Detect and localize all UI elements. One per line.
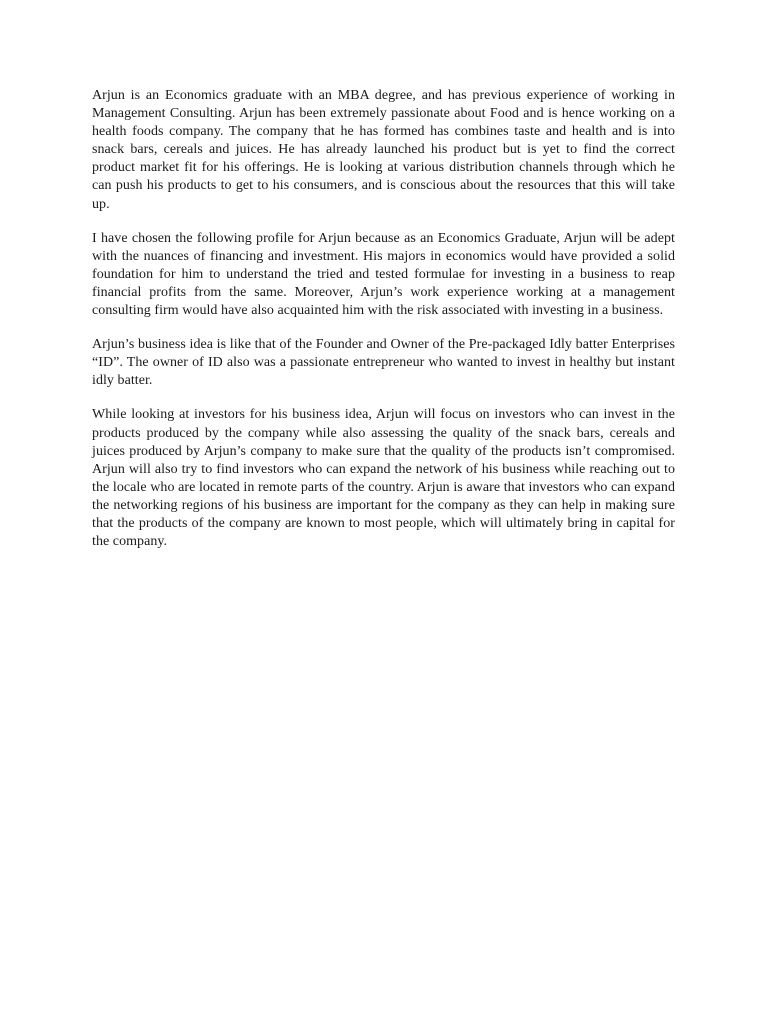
paragraph-business-idea: Arjun’s business idea is like that of the Founder and Owner of the Pre-packaged Idly batter Enterprises “ID”. The owner of ID also was a passionate entrepreneur who wanted to invest in healthy but instant idly batter.: [92, 337, 675, 389]
paragraph-investor-focus: While looking at investors for his business idea, Arjun will focus on investors who can invest in the products produced by the company while also assessing the quality of the snack bars, cereals and juices produced by Arjun’s company to make sure that the quality of the products isn’t compromised. Arjun will also try to find investors who can expand the network of his business while reaching out to the locale who are located in remote parts of the country. Arjun is aware that investors who can expand the networking regions of his business are important for the company as they can help in making sure that the products of the company are known to most people, which will ultimately bring in capital for the company.: [92, 407, 675, 550]
document-body: [92, 87, 675, 567]
paragraph-profile-rationale: I have chosen the following profile for Arjun because as an Economics Graduate, Arjun will be adept with the nuances of financing and investment. His majors in economics would have provided a solid foundation for him to understand the tried and tested formulae for investing in a business to reap financial profits from the same. Moreover, Arjun’s work experience working at a management consulting firm would have also acquainted him with the risk associated with investing in a business.: [92, 230, 675, 319]
paragraph-profile-intro: Arjun is an Economics graduate with an MBA degree, and has previous experience of working in Management Consulting. Arjun has been extremely passionate about Food and is hence working on a health foods company. The company that he has formed has combines taste and health and is into snack bars, cereals and juices. He has already launched his product but is yet to find the correct product market fit for his offerings. He is looking at various distribution channels through which he can push his products to get to his consumers, and is conscious about the resources that this will take up.: [92, 88, 675, 212]
